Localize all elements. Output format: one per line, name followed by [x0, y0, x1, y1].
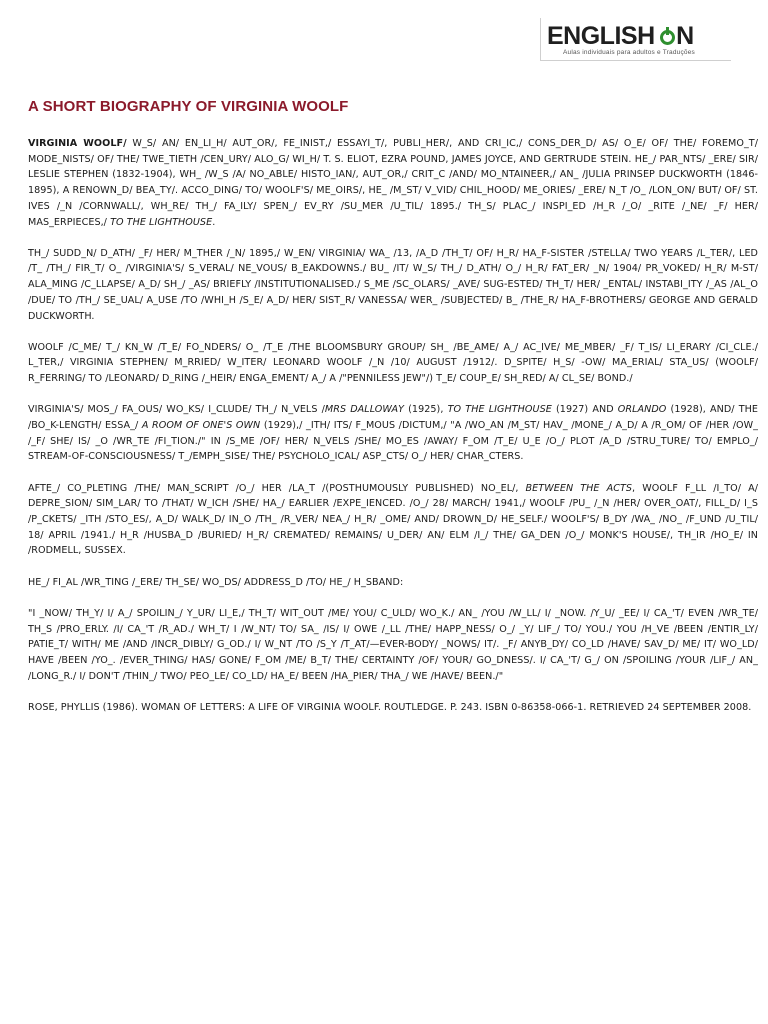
works-seg-6: A ROOM OF ONE'S OWN — [141, 420, 261, 432]
intro-tail: . — [212, 216, 216, 228]
paragraph-citation: ROSE, PHYLLIS (1986). WOMAN OF LETTERS: A LIFE OF VIRGINIA WOOLF. ROUTLEDGE. P. 243. ISBN 0-86358-066-1. RETRIEVED 24 SEPTEMBER 2008. — [28, 701, 752, 713]
paragraph-final-words: HE_/ FI_AL /WR_TING /_ERE/ TH_SE/ WO_DS/ ADDRESS_D /TO/ HE_/ H_SBAND: — [28, 576, 404, 588]
works-seg-3: (1927) AND — [551, 404, 618, 416]
paragraph-death — [28, 481, 758, 560]
works-seg-7: (1929),/ _ITH/ ITS/ F_MOUS /DICTUM,/ "A /WO_AN /M_ST/ HAV_ /MONE_/ A_D/ A /R_OM/ OF /HER /OW_ /_F/ SHE/ IS/ _O /WR_TE /FI_TION./" IN /S_ME /OF/ HER/ N_VELS /SHE/ MO_ES /AWAY/ F_OM /T_E/ U_E /O_/ PLOT /A_D /STRU_TURE/ TO/ EMPLO_/ STREAM-OF-CONSCIOUSNESS/ T_/EMPH_SISE/ THE/ PSYCHOLO_ICAL/ ASP_CTS/ O_/ HER/ CHAR_CTERS. — [28, 420, 758, 463]
paragraph-breakdowns: TH_/ SUDD_N/ D_ATH/ _F/ HER/ M_THER /_N/ 1895,/ W_EN/ VIRGINIA/ WA_ /13, /A_D /TH_T/ OF/ H_R/ HA_F-SISTER /STELLA/ TWO YEARS /L_TER/, LED /T_ /TH_/ FIR_T/ O_ /VIRGINIA'S/ S_VERAL/ NE_VOUS/ B_EAKDOWNS./ BU_ /IT/ W_S/ TH_/ D_ATH/ O_/ H_R/ FAT_ER/ _N/ 1904/ PR_VOKED/ H_R/ M-ST/ ALA_MING /C_LLAPSE/ A_D/ SH_/ _AS/ BRIEFLY /INSTITUTIONALISED./ S_ME /SC_OLARS/ _AVE/ SUG-ESTED/ TH_T/ HER/ _ENTAL/ INSTABI_ITY /_AS /AL_O /DUE/ TO /TH_/ SE_UAL/ A_USE /TO /WHI_H /S_E/ A_D/ HER/ SIST_R/ VANESSA/ WER_ /SUBJECTED/ B_ /THE_R/ HA_F-BROTHERS/ GEORGE AND GERALD DUCKWORTH. — [28, 247, 758, 322]
logo-tagline: Aulas individuais para adultos e Traduções — [563, 49, 695, 56]
works-seg-5: (1928), AND/ THE /BO_K-LENGTH/ ESSA_/ — [28, 404, 759, 432]
logo — [540, 18, 731, 61]
paragraph-letter: "I _NOW/ TH_Y/ I/ A_/ SPOILIN_/ Y_UR/ LI_E,/ TH_T/ WIT_OUT /ME/ YOU/ C_ULD/ WO_K./ AN_ /YOU /W_LL/ I/ _NOW. /Y_U/ _EE/ I/ CA_'T/ EVEN /WR_TE/ TH_S /PRO_ERLY. /I/ CA_'T /R_AD./ WH_T/ I /W_NT/ TO/ SA_ /IS/ I/ OWE /_LL /THE/ HAPP_NESS/ O_/ _Y/ LIF_/ TO/ YOU./ YOU /H_VE /BEEN /ENTIR_LY/ PATIE_T/ WITH/ ME /AND /INCR_DIBLY/ G_OD./ I/ W_NT /TO /S_Y /T_AT/—EVER-BODY/ _NOWS/ IT/. _F/ ANYB_DY/ CO_LD /HAVE/ SAV_D/ ME/ IT/ WO_LD/ HAVE /BEEN /YO_. /EVER_THING/ HAS/ GONE/ F_OM /ME/ B_T/ THE/ CERTAINTY /OF/ YOUR/ GO_DNESS/. I/ CA_'T/ G_/ ON /SPOILING /YOUR /LIF_/ AN_ /LONG_R./ I/ DON'T /THIN_/ TWO/ PEO_LE/ CO_LD/ HA_E/ BEEN /HA_PIER/ THA_/ WE /HAVE/ BEEN./" — [28, 607, 758, 682]
paragraph-bloomsbury: WOOLF /C_ME/ T_/ KN_W /T_E/ FO_NDERS/ O_ /T_E /THE BLOOMSBURY GROUP/ SH_ /BE_AME/ A_/ AC_IVE/ ME_MBER/ _F/ T_IS/ LI_ERARY /CI_CLE./ L_TER,/ VIRGINIA STEPHEN/ M_RRIED/ W_ITER/ LEONARD WOOLF /_N /10/ AUGUST /1912/. D_SPITE/ H_S/ -OW/ MA_ERIAL/ STA_US/ (WOOLF/ R_FERRING/ TO /LEONARD/ D_RING /_HEIR/ ENGA_EMENT/ A_/ A /"PENNILESS JEW"/) T_E/ COUP_E/ SH_RED/ A/ CL_SE/ BOND./ — [28, 341, 758, 385]
biography-body — [28, 136, 758, 731]
power-icon — [660, 30, 675, 45]
paragraph-intro — [28, 136, 758, 230]
death-text: AFTE_/ CO_PLETING /THE/ MAN_SCRIPT /O_/ HER /LA_T /(POSTHUMOUSLY PUBLISHED) NO_EL/, — [28, 482, 526, 494]
intro-italic: TO THE LIGHTHOUSE — [110, 216, 213, 228]
intro-name: VIRGINIA WOOLF/ — [28, 138, 127, 149]
works-seg-1: (1925), — [403, 404, 448, 416]
works-seg-0: MRS DALLOWAY — [324, 404, 404, 416]
death-tail: , WOOLF F_LL /I_TO/ A/ DEPRE_SION/ SIM_LAR/ TO /THAT/ W_ICH /SHE/ HA_/ EARLIER /EXPE_IENCED. /O_/ 28/ MARCH/ 1941,/ WOOLF /PU_ /_N /HER/ OVER_OAT/, FILL_D/ I_S /P_CKETS/ _ITH /STO_ES/, A_D/ WALK_D/ IN_O /TH_ /R_VER/ NEA_/ H_R/ _OME/ AND/ DROWN_D/ HE_SELF./ WOOLF'S/ B_DY /WA_ /NO_ /F_UND /U_TIL/ 18/ APRIL /1941./ H_R /HUSBA_D /BURIED/ H_R/ CREMATED/ REMAINS/ U_DER/ AN/ ELM /I_/ THE/ GA_DEN /O_/ MONK'S HOUSE/, TH_IR /HO_E/ IN /RODMELL, SUSSEX. — [28, 482, 759, 557]
logo-word-suffix: N — [676, 22, 694, 50]
logo-wordmark — [547, 24, 694, 49]
works-seg-4: ORLANDO — [617, 404, 667, 416]
death-italic: BETWEEN THE ACTS — [525, 482, 633, 494]
intro-text: W_S/ AN/ EN_LI_H/ AUT_OR/, FE_INIST,/ ESSAYI_T/, PUBLI_HER/, AND CRI_IC,/ CONS_DER_D/ AS/ O_E/ OF/ THE/ FOREMO_T/ MODE_NISTS/ OF/ THE/ TWE_TIETH /CEN_URY/ ALO_G/ WI_H/ T. S. ELIOT, EZRA POUND, JAMES JOYCE, AND GERTRUDE STEIN. HE_/ PAR_NTS/ _ERE/ SIR/ LESLIE STEPHEN (1832-1904), WH_ /W_S /A/ NO_ABLE/ HISTO_IAN/, AUT_OR,/ CRIT_C /AND/ MO_NTAINEER,/ AN_ /JULIA PRINSEP DUCKWORTH (1846-1895), A RENOWN_D/ BEA_TY/. ACCO_DING/ TO/ WOOLF'S/ ME_OIRS/, HE_ /M_ST/ V_VID/ CHIL_HOOD/ ME_ORIES/ _ERE/ N_T /O_ /LON_ON/ BUT/ OF/ ST. IVES /_N /CORNWALL/, WH_RE/ TH_/ FA_ILY/ SPEN_/ EV_RY /SU_MER /U_TIL/ 1895./ TH_S/ PLAC_/ INSPI_ED /H_R /_O/ _RITE /_NE/ _F/ HER/ MAS_ERPIECES,/ — [28, 138, 758, 228]
page-title: A SHORT BIOGRAPHY OF VIRGINIA WOOLF — [28, 98, 349, 115]
logo-word-english: ENGLISH — [547, 22, 655, 50]
works-text: VIRGINIA'S/ MOS_/ FA_OUS/ WO_KS/ I_CLUDE/ TH_/ N_VELS / — [28, 404, 325, 416]
works-seg-2: TO THE LIGHTHOUSE — [447, 404, 552, 416]
paragraph-works — [28, 402, 758, 465]
